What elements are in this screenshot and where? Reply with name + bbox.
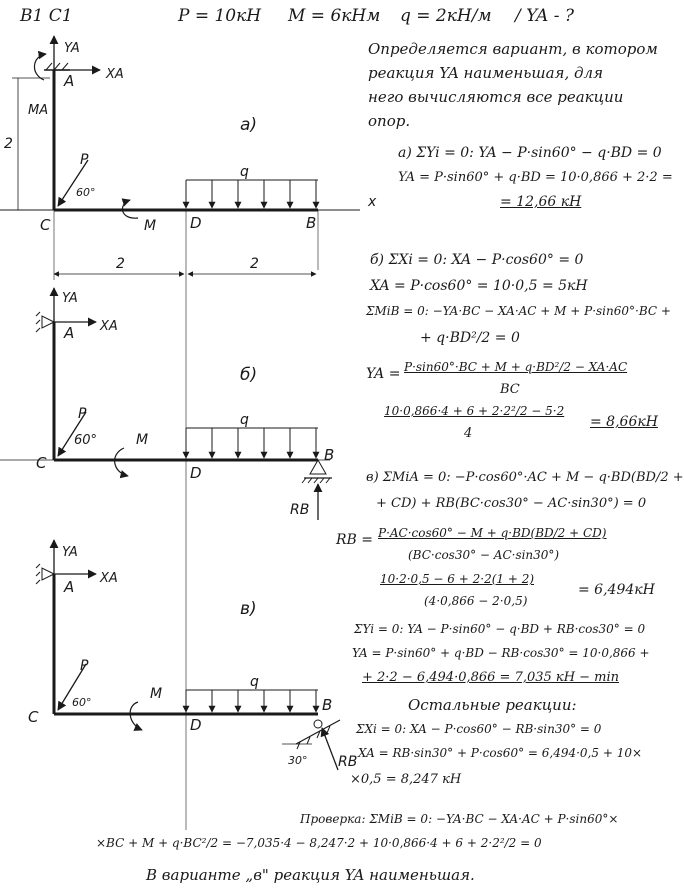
pin-support-A-b (42, 316, 54, 328)
label-RB-c: RB (338, 754, 358, 770)
label-B-c: B (322, 696, 333, 714)
label-A-c: A (64, 578, 75, 596)
eq-b-5-lhs: YA = (366, 366, 401, 382)
eq-b-6-num: 10·0,866·4 + 6 + 2·2²/2 − 5·2 (384, 404, 565, 418)
variant-label: В1 С1 (20, 6, 73, 26)
label-XA-a: XA (106, 67, 124, 82)
label-q-a: q (240, 164, 249, 180)
rb-den: (BC·cos30° − AC·sin30°) (408, 548, 560, 562)
label-A-a: A (64, 72, 75, 90)
check-line-2: ×BC + M + q·BC²/2 = −7,035·4 − 8,247·2 + 10·0,866·4 + 6 + 2·2²/2 = 0 (96, 836, 542, 850)
pin-support-A-c (42, 568, 54, 580)
label-C-b: C (36, 454, 47, 472)
eq-c-6: ΣXi = 0: XA − P·cos60° − RB·sin30° = 0 (356, 722, 602, 736)
eq-c-5: + 2·2 − 6,494·0,866 = 7,035 кН − min (362, 670, 620, 685)
m-arrow-b (115, 448, 128, 476)
check-line-1: Проверка: ΣMiB = 0: −YA·BC − XA·AC + P·sin60°× (300, 812, 619, 826)
result-rb: = 6,494кН (578, 582, 655, 598)
roller-support-B-c (314, 720, 322, 728)
label-ang60-a: 60° (76, 186, 96, 199)
rb2-num: 10·2·0,5 − 6 + 2·2(1 + 2) (380, 572, 535, 586)
label-case-b: б) (240, 365, 258, 385)
label-dim-CD: 2 (116, 256, 125, 272)
intro-line-3: него вычисляются все реакции (368, 88, 624, 106)
result-b: = 8,66кН (590, 414, 658, 430)
label-dim-vertical: 2 (4, 136, 13, 152)
eq-b-5-num: P·sin60°·BC + M + q·BD²/2 − XA·AC (404, 360, 628, 374)
eq-b-4: + q·BD²/2 = 0 (420, 330, 520, 346)
label-XA-b: XA (100, 319, 118, 334)
label-P-b: P (78, 406, 87, 422)
label-YA-c: YA (62, 545, 78, 560)
label-M-b: M (136, 432, 149, 448)
pin-support-hatch-b (36, 312, 40, 332)
eq-c-3: ΣYi = 0: YA − P·sin60° − q·BD + RB·cos30° = 0 (354, 622, 646, 636)
inclined-ground-c (296, 720, 340, 744)
label-ang60-c: 60° (72, 696, 92, 709)
given-q: q = 2кН/м (400, 6, 492, 26)
label-XA-c: XA (100, 571, 118, 586)
given-M: M = 6кНм (288, 6, 381, 26)
label-P-a: P (80, 152, 89, 168)
eq-c-8: ×0,5 = 8,247 кН (350, 772, 462, 787)
eq-a-2: YA = P·sin60° + q·BD = 10·0,866 + 2·2 = (398, 170, 673, 185)
eq-b-5-den: BC (500, 382, 520, 397)
fixed-support-hatch-a (46, 63, 68, 70)
eq-c-4: YA = P·sin60° + q·BD − RB·cos30° = 10·0,866 + (352, 646, 650, 660)
label-C-a: C (40, 216, 51, 234)
given-P: P = 10кН (178, 6, 262, 26)
section-c-label: в) (366, 470, 379, 485)
eq-b-3: ΣMiB = 0: −YA·BC − XA·AC + M + P·sin60°·BC + (366, 304, 671, 318)
intro-line-2: реакция YA наименьшая, для (368, 64, 603, 82)
label-case-a: а) (240, 115, 258, 135)
label-YA-b: YA (62, 291, 78, 306)
intro-line-4: опор. (368, 112, 411, 130)
diagram-case-a (0, 36, 377, 830)
label-B-b: B (324, 446, 335, 464)
rb-lhs: RB = (336, 532, 374, 548)
label-A-b: A (64, 324, 75, 342)
eq-c-1-text: ΣMiA = 0: −P·cos60°·AC + M − q·BD(BD/2 + (382, 470, 684, 485)
label-case-c: в) (240, 599, 257, 619)
label-C-c: C (28, 708, 39, 726)
section-b-label: б) (370, 252, 385, 268)
intro-line-1: Определяется вариант, в котором (368, 40, 658, 58)
eq-c-7: XA = RB·sin30° + P·cos60° = 6,494·0,5 + 10× (358, 746, 643, 760)
label-dim-DB: 2 (250, 256, 259, 272)
label-ang30-c: 30° (288, 754, 308, 767)
eq-b-1 (370, 252, 583, 268)
label-MA-a: MA (28, 103, 49, 118)
rb-num: P·AC·cos60° − M + q·BD(BD/2 + CD) (378, 526, 607, 540)
eq-b-6-den: 4 (464, 426, 473, 441)
ma-arrow-a (34, 54, 46, 80)
m-arrow-c (130, 702, 142, 730)
label-D-b: D (190, 464, 202, 482)
eq-b-1-text: ΣXi = 0: XA − P·cos60° = 0 (388, 252, 584, 268)
label-D-a: D (190, 214, 202, 232)
rb2-den: (4·0,866 − 2·0,5) (424, 594, 528, 608)
label-P-c: P (80, 658, 89, 674)
diagram-case-b (0, 288, 334, 520)
eq-a-1 (398, 145, 662, 161)
roller-hatch-b (302, 478, 330, 483)
label-D-c: D (190, 716, 202, 734)
label-ang60-b: 60° (74, 433, 98, 448)
label-M-c: M (150, 686, 163, 702)
eq-c-1 (366, 470, 684, 485)
label-B-a: B (306, 214, 317, 232)
label-x-axis: x (368, 194, 377, 210)
label-M-a: M (144, 218, 157, 234)
eq-c-2: + CD) + RB(BC·cos30° − AC·sin30°) = 0 (376, 496, 647, 511)
rest-title: Остальные реакции: (408, 696, 577, 714)
label-YA-a: YA (64, 41, 80, 56)
section-a-label: а) (398, 145, 412, 161)
beam-diagrams (0, 30, 377, 830)
label-RB-b: RB (290, 502, 310, 518)
diagram-case-c (28, 540, 357, 770)
label-q-b: q (240, 412, 249, 428)
eq-b-2: XA = P·cos60° = 10·0,5 = 5кН (370, 278, 588, 294)
find-YA: / YA - ? (515, 6, 574, 26)
conclusion: В варианте „в" реакция YA наименьшая. (146, 866, 475, 884)
label-q-c: q (250, 674, 259, 690)
pin-support-hatch-c (36, 564, 40, 584)
rb-arrow-c (322, 728, 338, 770)
eq-a-1-text: ΣYi = 0: YA − P·sin60° − q·BD = 0 (416, 145, 662, 161)
result-a: = 12,66 кН (500, 194, 582, 210)
